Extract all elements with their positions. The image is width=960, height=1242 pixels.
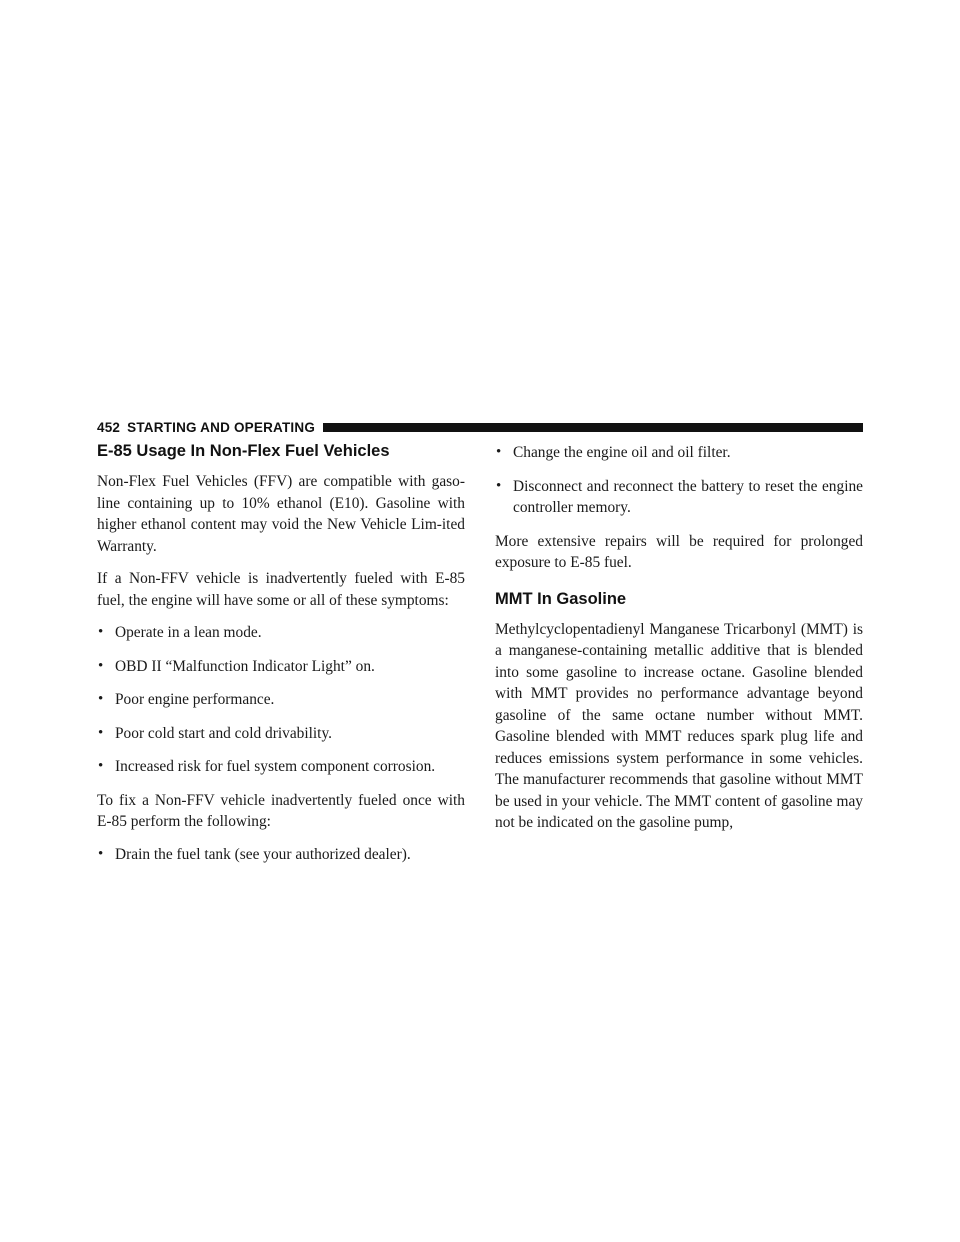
bullet-icon: • — [98, 758, 104, 774]
fix-steps-list — [97, 844, 465, 866]
heading-mmt-in-gasoline: MMT In Gasoline — [495, 589, 627, 608]
fix-steps-list-continued — [495, 442, 863, 519]
bullet-icon: • — [98, 845, 104, 862]
bullet-icon: • — [496, 444, 502, 460]
list-item: • Operate in a lean mode. — [97, 622, 465, 644]
list-item: • Poor engine performance. — [97, 689, 465, 711]
bullet-icon: • — [98, 691, 104, 707]
page-number: 452 — [97, 420, 121, 435]
paragraph-extensive-repairs: More extensive repairs will be required for prolonged exposure to E-85 fuel. — [495, 532, 863, 571]
header-rule — [323, 423, 863, 432]
right-column — [495, 442, 863, 845]
bullet-icon: • — [98, 624, 104, 640]
list-item: • Poor cold start and cold drivability. — [97, 723, 465, 745]
list-item: • Disconnect and reconnect the battery to reset the engine controller memory. — [496, 477, 863, 516]
page-header — [97, 419, 863, 436]
bullet-icon: • — [98, 657, 104, 674]
list-item: • OBD II “Malfunction Indicator Light” on. — [97, 656, 465, 678]
paragraph-mmt: Methylcyclopentadienyl Manganese Tricarbonyl (MMT) is a manganese-containing metallic additive that is blended into some gasoline to increase octane. Gasoline blended with MMT provides no performance advantage beyond gasoline of the same octane number without MMT. Gasoline blended with MMT reduces spark plug life and reduces emissions system performance in some vehicles. The manufacturer recommends that gasoline without MMT be used in your vehicle. The MMT content of gasoline may not be indicated on the gasoline pump, — [495, 620, 863, 831]
section-title: STARTING AND OPERATING — [127, 420, 316, 435]
paragraph-compatibility: Non-Flex Fuel Vehicles (FFV) are compatible with gaso-line containing up to 10% ethanol (E10). Gasoline with higher ethanol content may void the New Vehicle Lim-ited Warranty. — [97, 473, 465, 555]
paragraph-fix-intro: To fix a Non-FFV vehicle inadvertently fueled once with E-85 perform the following: — [97, 791, 465, 830]
list-item: • Change the engine oil and oil filter. — [495, 442, 863, 464]
bullet-icon: • — [496, 477, 502, 494]
list-item: • Drain the fuel tank (see your authorized dealer). — [97, 844, 465, 866]
bullet-icon: • — [98, 724, 104, 741]
list-item: • Increased risk for fuel system component corrosion. — [97, 756, 465, 778]
paragraph-symptoms-intro: If a Non-FFV vehicle is inadvertently fueled with E-85 fuel, the engine will have some or all of these symptoms: — [97, 570, 465, 609]
symptom-list — [97, 622, 465, 778]
heading-e85-usage: E-85 Usage In Non-Flex Fuel Vehicles — [97, 442, 390, 460]
left-column — [97, 442, 465, 877]
